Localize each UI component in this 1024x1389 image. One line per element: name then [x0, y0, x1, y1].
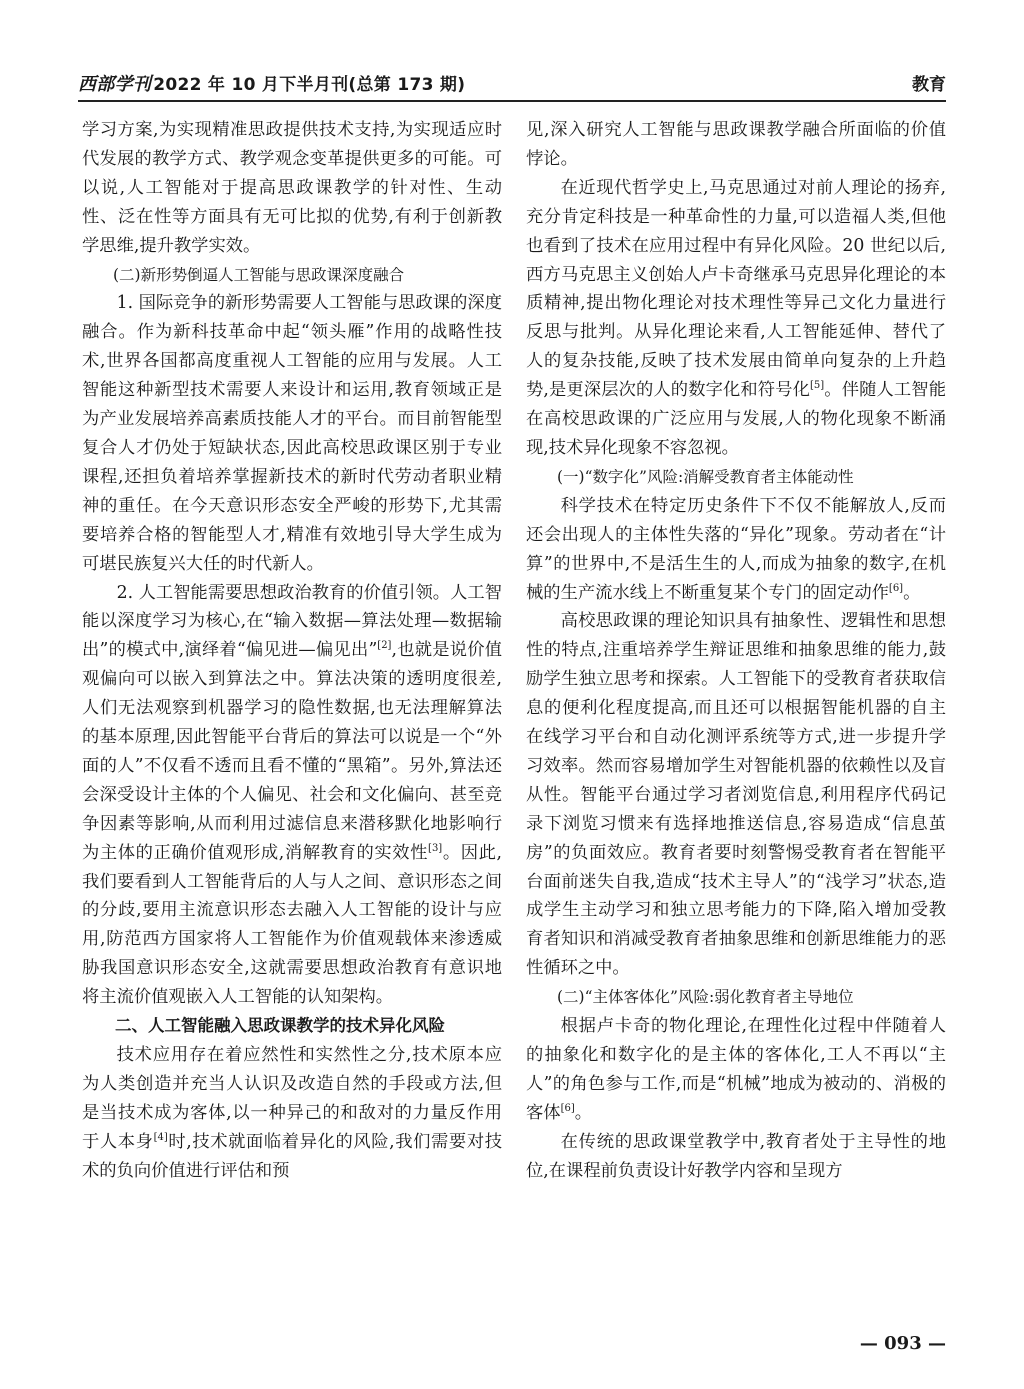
paragraph: 在传统的思政课堂教学中,教育者处于主导性的地位,在课程前负责设计好教学内容和呈现方: [526, 1131, 946, 1181]
citation: [2]: [377, 640, 392, 652]
text: 根据卢卡奇的物化理论,在理性化过程中伴随着人的抽象化和数字化的是主体的客体化,工人不再以“主人”的角色参与工作,而是“机械”地成为被动的、消极的客体: [526, 1016, 946, 1123]
citation: [5]: [810, 380, 825, 392]
issue-info: 2022 年 10 月下半月刊(总第 173 期): [153, 75, 466, 95]
header-rule: [78, 100, 946, 102]
paragraph: [82, 579, 502, 1013]
text: 。伴随人工智能在高校思政课的广泛应用与发展,人的物化现象不断涌现,技术异化现象不容忽视。: [526, 380, 946, 458]
running-header: [78, 68, 946, 96]
text: ,也就是说价值观偏向可以嵌入到算法之中。算法决策的透明度很差,人们无法观察到机器学习的隐性数据,也无法理解算法的基本原理,因此智能平台背后的算法可以说是一个“外面的人”不仅看不透而且看不懂的“黑箱”。另外,算法还会深受设计主体的个人偏见、社会和文化偏向、甚至竞争因素等影响,从而利用过滤信息来潜移默化地影响行为主体的正确价值观形成,消解教育的实效性: [82, 640, 503, 863]
paragraph: [82, 1041, 502, 1186]
text: 在近现代哲学史上,马克思通过对前人理论的扬弃,充分肯定科技是一种革命性的力量,可以造福人类,但他也看到了技术在应用过程中有异化风险。20 世纪以后,西方马克思主义创始人卢卡奇继承马克思异化理论的本质精神,提出物化理论对技术理性等异己文化力量进行反思与批判。从异化理论来看,人工智能延伸、替代了人的复杂技能,反映了技术发展由简单向复杂的上升趋势,是更深层次的人的数字化和符号化: [526, 177, 946, 401]
right-column: [526, 116, 946, 1186]
paragraph: [526, 1012, 946, 1128]
citation: [4]: [153, 1131, 168, 1143]
subsection-heading: (二)新形势倒逼人工智能与思政课深度融合: [113, 265, 405, 284]
text: 。因此,我们要看到人工智能背后的人与人之间、意识形态之间的分歧,要用主流意识形态去融入人工智能的设计与应用,防范西方国家将人工智能作为价值观载体来渗透威胁我国意识形态安全,这就需要思想政治教育有意识地将主流价值观嵌入人工智能的认知架构。: [82, 842, 502, 1008]
left-column: [82, 116, 502, 1186]
section-name: 教育: [912, 75, 946, 95]
subsection-heading: (二)“主体客体化”风险:弱化教育者主导地位: [557, 988, 854, 1007]
text: 科学技术在特定历史条件下不仅不能解放人,反而还会出现人的主体性失落的“异化”现象。劳动者在“计算”的世界中,不是活生生的人,而成为抽象的数字,在机械的生产流水线上不断重复某个专门的固定动作: [526, 495, 946, 603]
paragraph: [526, 174, 946, 463]
subsection-heading: (一)“数字化”风险:消解受教育者主体能动性: [557, 467, 854, 486]
citation: [6]: [560, 1103, 575, 1115]
text: 技术应用存在着应然性和实然性之分,技术原本应为人类创造并充当人认识及改造自然的手段或方法,但是当技术成为客体,以一种异己的和敌对的力量反作用于人本身: [82, 1045, 502, 1152]
text: 。: [903, 582, 921, 603]
text: 2. 人工智能需要思想政治教育的价值引领。人工智能以深度学习为核心,在“输入数据—算法处理—数据输出”的模式中,演绎着“偏见进—偏见出”: [82, 582, 502, 661]
citation: [6]: [888, 582, 904, 594]
paragraph: 见,深入研究人工智能与思政课教学融合所面临的价值悖论。: [526, 120, 946, 169]
section-heading: 二、人工智能融入思政课教学的技术异化风险: [115, 1016, 445, 1036]
paragraph: [526, 492, 946, 608]
paragraph: 高校思政课的理论知识具有抽象性、逻辑性和思想性的特点,注重培养学生辩证思维和抽象思维的能力,鼓励学生独立思考和探索。人工智能下的受教育者获取信息的便利化程度提高,而且还可以根据智能机器的自主在线学习平台和自动化测评系统等方式,进一步提升学习效率。然而容易增加学生对智能机器的依赖性以及盲从性。智能平台通过学习者浏览信息,利用程序代码记录下浏览习惯来有选择地推送信息,容易造成“信息茧房”的负面效应。教育者要时刻警惕受教育者在智能平台面前迷失自我,造成“技术主导人”的“浅学习”状态,造成学生主动学习和独立思考能力的下降,陷入增加受教育者知识和消减受教育者抽象思维和创新思维能力的恶性循环之中。: [526, 611, 946, 979]
citation: [3]: [428, 842, 443, 854]
page-number: — 093 —: [859, 1333, 946, 1354]
paragraph: 1. 国际竞争的新形势需要人工智能与思政课的深度融合。作为新科技革命中起“领头雁”作用的战略性技术,世界各国都高度重视人工智能的应用与发展。人工智能这种新型技术需要人来设计和运用,教育领域正是为产业发展培养高素质技能人才的平台。而目前智能型复合人才仍处于短缺状态,因此高校思政课区别于专业课程,还担负着培养掌握新技术的新时代劳动者职业精神的重任。在今天意识形态安全严峻的形势下,尤其需要培养合格的智能型人才,精准有效地引导大学生成为可堪民族复兴大任的时代新人。: [82, 293, 502, 574]
journal-logo: 西部学刊: [78, 74, 152, 95]
paragraph: 学习方案,为实现精准思政提供技术支持,为实现适应时代发展的教学方式、教学观念变革提供更多的可能。可以说,人工智能对于提高思政课教学的针对性、生动性、泛在性等方面具有无可比拟的优势,有利于创新教学思维,提升教学实效。: [82, 120, 502, 256]
text: 时,技术就面临着异化的风险,我们需要对技术的负向价值进行评估和预: [82, 1131, 502, 1181]
journal-title: [78, 70, 465, 96]
text: 。: [574, 1102, 593, 1123]
